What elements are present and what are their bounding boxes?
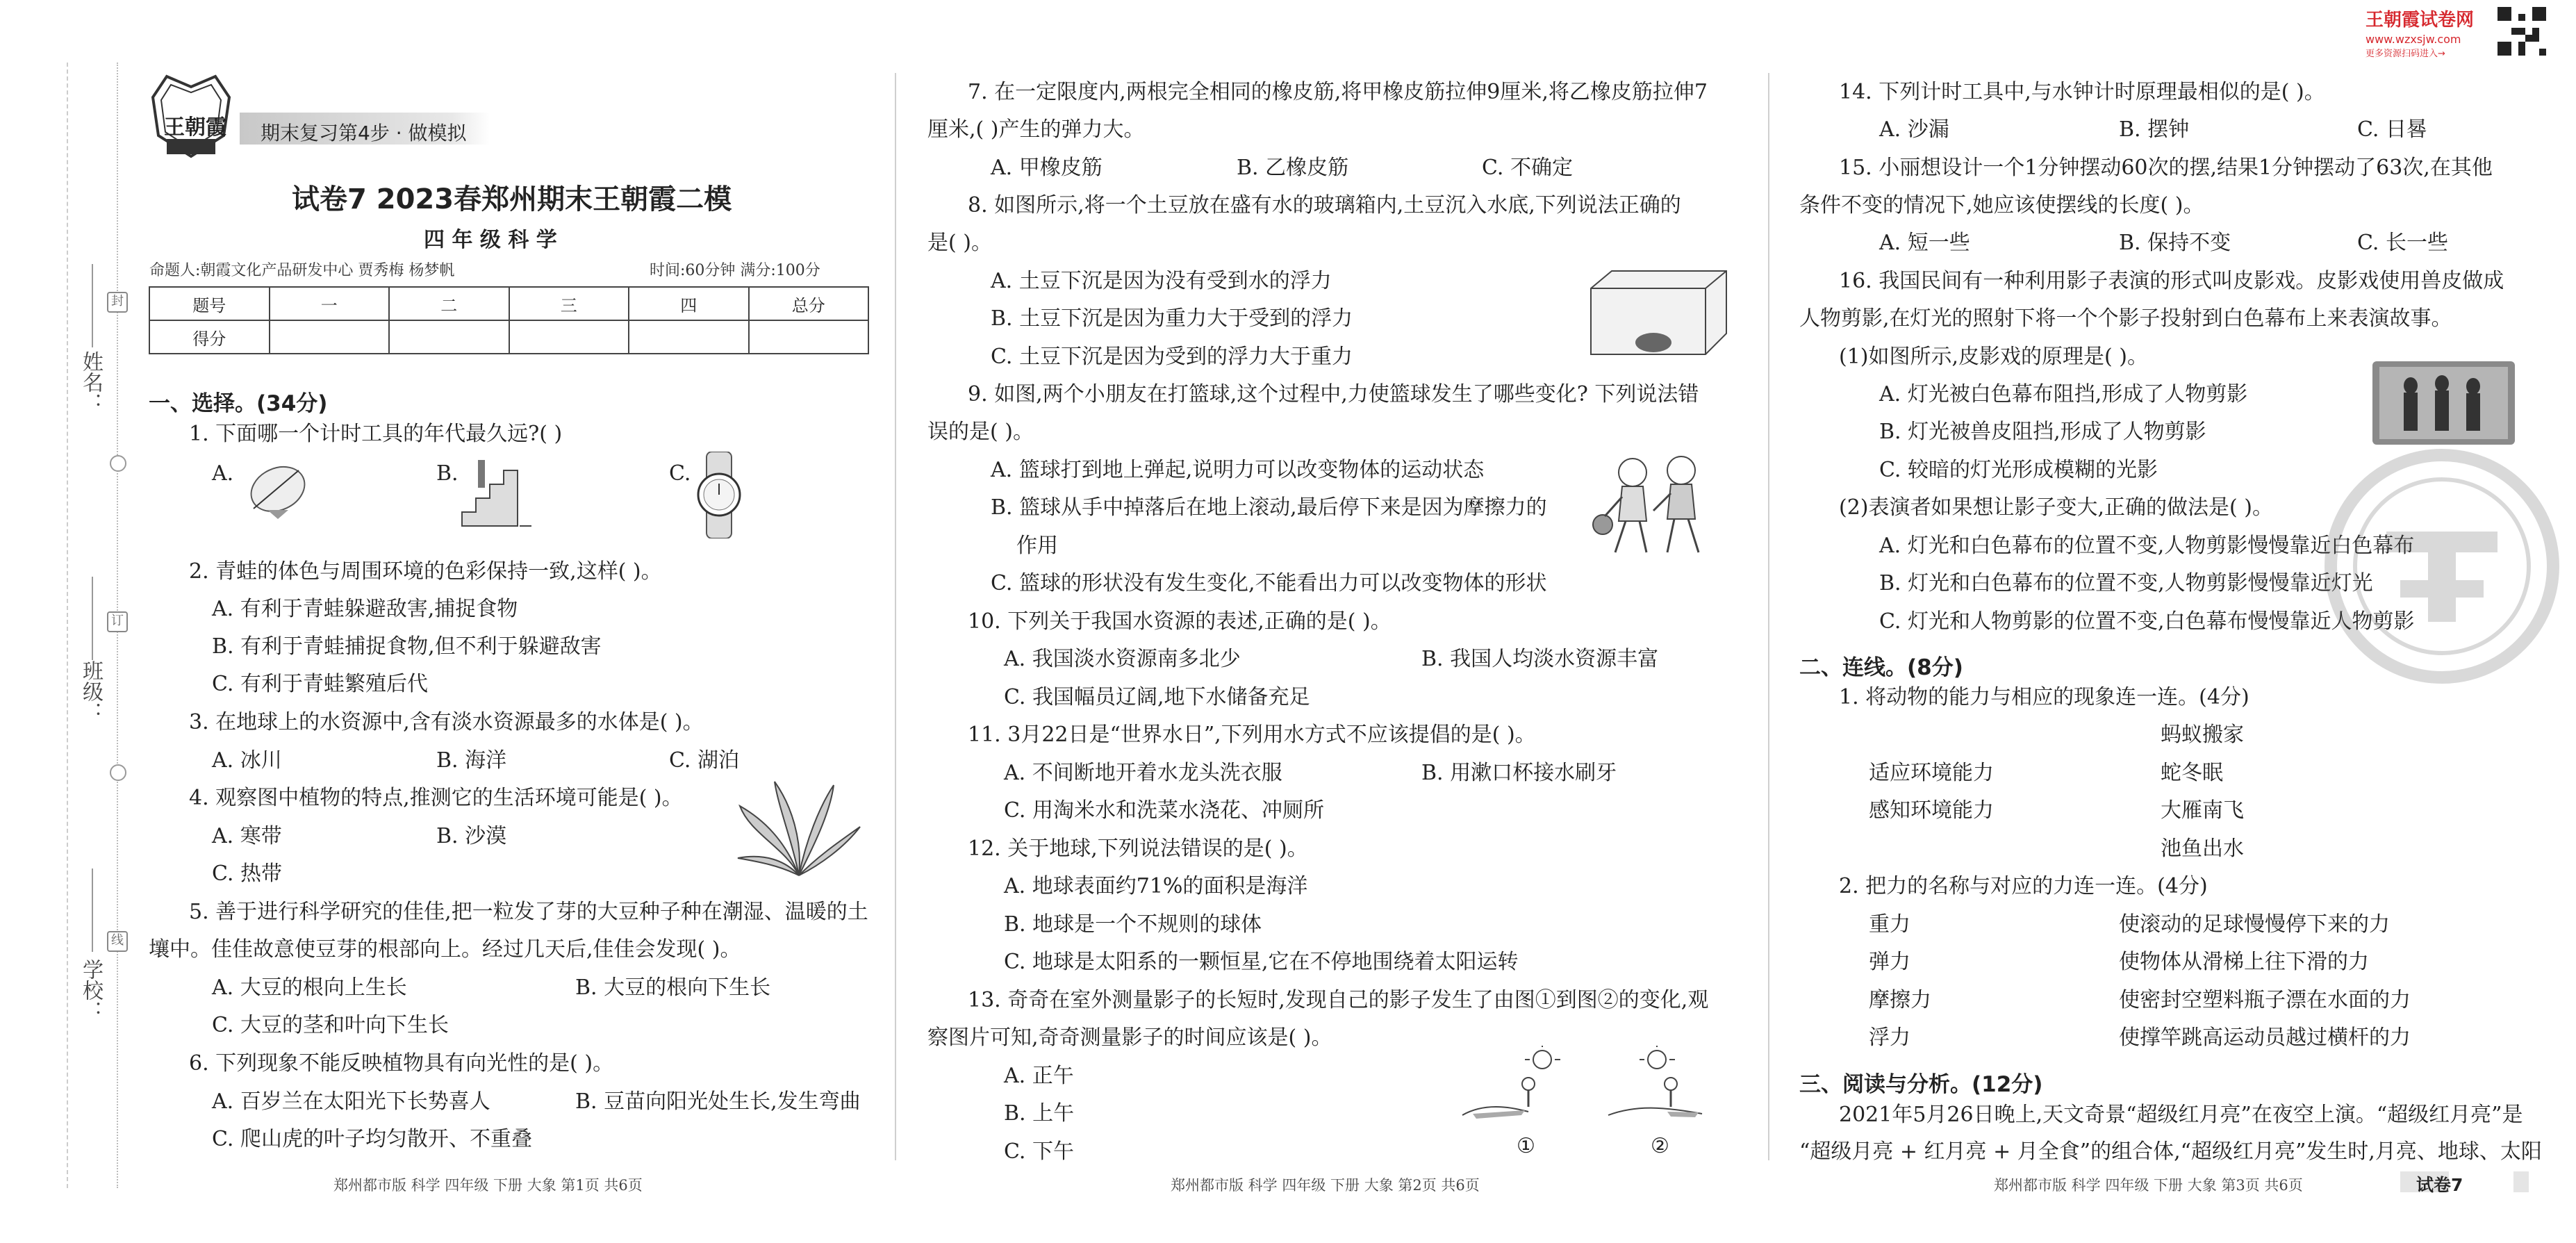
- section3-title: 三、阅读与分析。(12分): [1799, 1072, 2043, 1097]
- stair-clock-picture: [459, 453, 535, 532]
- q5-text-line1: 5. 善于进行科学研究的佳佳,把一粒发了芽的大豆种子种在潮湿、温暖的土: [189, 900, 868, 924]
- column-divider-2: [1768, 73, 1769, 1160]
- matching2-left-item[interactable]: 摩擦力: [1869, 988, 1931, 1012]
- score-input-cell[interactable]: [749, 320, 869, 354]
- name-label: 姓名：: [79, 351, 103, 413]
- score-header-cell: 三: [509, 287, 629, 320]
- q8-option-a: A. 土豆下沉是因为没有受到水的浮力: [991, 269, 1332, 293]
- score-input-cell[interactable]: [270, 320, 390, 354]
- q4-option-a: A. 寒带: [212, 824, 282, 848]
- q6-option-c: C. 爬山虎的叶子均匀散开、不重叠: [212, 1127, 532, 1151]
- q7-text-line1: 7. 在一定限度内,两根完全相同的橡皮筋,将甲橡皮筋拉伸9厘米,将乙橡皮筋拉伸7: [968, 80, 1708, 104]
- shadow-figure-1: [1459, 1046, 1563, 1125]
- qr-code[interactable]: [2497, 7, 2546, 56]
- q9-text-line2: 误的是( )。: [927, 420, 1034, 444]
- seal-mark-2: 订: [107, 611, 128, 632]
- matching1-right-item[interactable]: 蚂蚁搬家: [2161, 723, 2244, 747]
- q9-option-b-line1: B. 篮球从手中掉落后在地上滚动,最后停下来是因为摩擦力的: [991, 495, 1547, 520]
- binding-hole-2: [110, 764, 126, 781]
- matching1-right-item[interactable]: 大雁南飞: [2161, 798, 2244, 823]
- q11-option-b: B. 用漱口杯接水刷牙: [1421, 761, 1617, 785]
- q16-text-line1: 16. 我国民间有一种利用影子表演的形式叫皮影戏。皮影戏使用兽皮做成: [1839, 269, 2504, 293]
- q16-2-text: (2)表演者如果想让影子变大,正确的做法是( )。: [1839, 495, 2273, 520]
- sundial-picture: [240, 453, 316, 525]
- q13-text-line1: 13. 奇奇在室外测量影子的长短时,发现自己的影子发生了由图①到图②的变化,观: [968, 988, 1709, 1012]
- q5-option-b: B. 大豆的根向下生长: [575, 976, 771, 1000]
- paper-tag-end: [2513, 1171, 2529, 1192]
- q16-1-option-a: A. 灯光被白色幕布阻挡,形成了人物剪影: [1879, 382, 2248, 406]
- tropical-plant-picture: [736, 778, 861, 882]
- q5-option-a: A. 大豆的根向上生长: [212, 976, 407, 1000]
- q1-option-a: A.: [212, 461, 234, 486]
- matching2-right-item[interactable]: 使密封空塑料瓶子漂在水面的力: [2119, 988, 2411, 1012]
- matching2-right-item[interactable]: 使撑竿跳高运动员越过横杆的力: [2119, 1026, 2411, 1050]
- logo-text: 王朝霞: [164, 115, 226, 140]
- shadow-figure-1-label: ①: [1517, 1134, 1535, 1158]
- exam-title: 试卷7 2023春郑州期末王朝霞二模: [292, 183, 732, 215]
- q7-option-a: A. 甲橡皮筋: [991, 156, 1103, 180]
- q4-option-b: B. 沙漠: [436, 824, 507, 848]
- q13-text-line2: 察图片可知,奇奇测量影子的时间应该是( )。: [927, 1026, 1332, 1050]
- q12-option-b: B. 地球是一个不规则的球体: [1004, 912, 1262, 937]
- q12-text: 12. 关于地球,下列说法错误的是( )。: [968, 837, 1308, 861]
- score-table-score-row: [149, 320, 868, 354]
- shadow-figure-2-label: ②: [1651, 1134, 1669, 1158]
- q3-option-c: C. 湖泊: [669, 748, 739, 773]
- section3-paragraph-line1: 2021年5月26日晚上,天文奇景“超级红月亮”在夜空上演。“超级红月亮”是: [1839, 1103, 2523, 1127]
- q9-text-line1: 9. 如图,两个小朋友在打篮球,这个过程中,力使篮球发生了哪些变化? 下列说法错: [968, 382, 1699, 406]
- q10-option-a: A. 我国淡水资源南多北少: [1004, 647, 1241, 671]
- q10-option-c: C. 我国幅员辽阔,地下水储备充足: [1004, 685, 1310, 709]
- q16-2-option-c: C. 灯光和人物剪影的位置不变,白色幕布慢慢靠近人物剪影: [1879, 609, 2415, 634]
- q3-text: 3. 在地球上的水资源中,含有淡水资源最多的水体是( )。: [189, 710, 704, 734]
- q6-option-a: A. 百岁兰在太阳光下长势喜人: [212, 1089, 490, 1114]
- brand-logo: [2366, 6, 2474, 59]
- q11-text: 11. 3月22日是“世界水日”,下列用水方式不应该提倡的是( )。: [968, 723, 1536, 747]
- q16-1-text: (1)如图所示,皮影戏的原理是( )。: [1839, 345, 2148, 369]
- footer-page3: 郑州都市版 科学 四年级 下册 大象 第3页 共6页: [1994, 1177, 2303, 1194]
- brand-tagline: 更多资源扫码进入→: [2366, 49, 2445, 59]
- q7-option-c: C. 不确定: [1482, 156, 1573, 180]
- score-table: [149, 286, 869, 354]
- score-header-cell: 四: [629, 287, 749, 320]
- watch-picture: [695, 452, 743, 541]
- paper-tag-label: 试卷7: [2416, 1175, 2463, 1195]
- score-header-cell: 题号: [149, 287, 270, 320]
- footer-page2: 郑州都市版 科学 四年级 下册 大象 第2页 共6页: [1171, 1177, 1480, 1194]
- section3-paragraph-line2: “超级月亮 + 红月亮 + 月全食”的组合体,“超级红月亮”发生时,月亮、地球、太阳: [1799, 1139, 2542, 1164]
- score-header-cell: 一: [270, 287, 390, 320]
- matching2-left-item[interactable]: 重力: [1869, 912, 1910, 937]
- matching2-left-item[interactable]: 弹力: [1869, 950, 1910, 974]
- exam-time-score: 时间:60分钟 满分:100分: [650, 262, 820, 279]
- q16-1-option-c: C. 较暗的灯光形成模糊的光影: [1879, 458, 2158, 482]
- matching1-left-item[interactable]: 适应环境能力: [1869, 761, 1994, 785]
- q12-option-a: A. 地球表面约71%的面积是海洋: [1004, 874, 1308, 898]
- q1-option-c: C.: [669, 461, 691, 486]
- school-label: 学校：: [79, 959, 103, 1021]
- q15-option-b: B. 保持不变: [2119, 231, 2231, 255]
- exam-subtitle: 四 年 级 科 学: [424, 228, 557, 252]
- q13-option-a: A. 正午: [1004, 1064, 1074, 1088]
- q14-text: 14. 下列计时工具中,与水钟计时原理最相似的是( )。: [1839, 80, 2325, 104]
- exam-authors: 命题人:朝霞文化产品研发中心 贾秀梅 杨梦帆: [149, 262, 455, 279]
- q11-option-c: C. 用淘米水和洗菜水浇花、冲厕所: [1004, 798, 1324, 823]
- binding-hole-1: [110, 455, 126, 472]
- score-input-cell[interactable]: [629, 320, 749, 354]
- q13-option-b: B. 上午: [1004, 1101, 1075, 1126]
- q1-option-b: B.: [436, 461, 459, 486]
- publisher-logo: [146, 69, 236, 163]
- q14-option-c: C. 日晷: [2357, 117, 2427, 142]
- matching1-right-item[interactable]: 蛇冬眠: [2161, 761, 2223, 785]
- score-table-header-row: [149, 287, 868, 320]
- section1-title: 一、选择。(34分): [149, 391, 328, 416]
- seal-mark-1: 封: [107, 292, 128, 313]
- section2-title: 二、连线。(8分): [1799, 655, 1963, 680]
- score-input-cell[interactable]: [509, 320, 629, 354]
- q11-option-a: A. 不间断地开着水龙头洗衣服: [1004, 761, 1282, 785]
- q6-option-b: B. 豆苗向阳光处生长,发生弯曲: [575, 1089, 861, 1114]
- class-label: 班级：: [79, 660, 103, 723]
- q15-option-a: A. 短一些: [1879, 231, 1970, 255]
- footer-page1: 郑州都市版 科学 四年级 下册 大象 第1页 共6页: [333, 1177, 643, 1194]
- score-header-cell: 总分: [749, 287, 869, 320]
- q16-2-option-a: A. 灯光和白色幕布的位置不变,人物剪影慢慢靠近白色幕布: [1879, 534, 2415, 558]
- q8-text-line2: 是( )。: [927, 231, 992, 255]
- q10-option-b: B. 我国人均淡水资源丰富: [1421, 647, 1659, 671]
- q9-option-c: C. 篮球的形状没有发生变化,不能看出力可以改变物体的形状: [991, 571, 1547, 595]
- q9-option-b-line2: 作用: [1016, 534, 1058, 558]
- q4-option-c: C. 热带: [212, 862, 282, 886]
- q2-text: 2. 青蛙的体色与周围环境的色彩保持一致,这样( )。: [189, 559, 662, 584]
- q15-text-line1: 15. 小丽想设计一个1分钟摆动60次的摆,结果1分钟摆动了63次,在其他: [1839, 156, 2493, 180]
- q7-text-line2: 厘米,( )产生的弹力大。: [927, 117, 1145, 142]
- brand-url: www.wzxsjw.com: [2366, 33, 2461, 46]
- score-header-cell: 二: [389, 287, 509, 320]
- q15-option-c: C. 长一些: [2357, 231, 2448, 255]
- basketball-kids-picture: [1587, 455, 1726, 559]
- shadow-puppet-picture: [2372, 361, 2515, 447]
- seal-mark-3: 线: [107, 931, 128, 952]
- score-input-cell[interactable]: [389, 320, 509, 354]
- q16-text-line2: 人物剪影,在灯光的照射下将一个个影子投射到白色幕布上来表演故事。: [1799, 306, 2452, 331]
- matching1-left-item[interactable]: 感知环境能力: [1869, 798, 1994, 823]
- watermark-seal: [2324, 448, 2560, 684]
- q10-text: 10. 下列关于我国水资源的表述,正确的是( )。: [968, 609, 1392, 634]
- q1-text: 1. 下面哪一个计时工具的年代最久远?( ): [189, 422, 563, 446]
- q8-text-line1: 8. 如图所示,将一个土豆放在盛有水的玻璃箱内,土豆沉入水底,下列说法正确的: [968, 193, 1681, 217]
- q8-option-b: B. 土豆下沉是因为重力大于受到的浮力: [991, 306, 1353, 331]
- q9-option-a: A. 篮球打到地上弹起,说明力可以改变物体的运动状态: [991, 458, 1485, 482]
- q14-option-a: A. 沙漏: [1879, 117, 1949, 142]
- q4-text: 4. 观察图中植物的特点,推测它的生活环境可能是( )。: [189, 786, 683, 810]
- q6-text: 6. 下列现象不能反映植物具有向光性的是( )。: [189, 1051, 614, 1076]
- brand-name: 王朝霞试卷网: [2366, 10, 2475, 31]
- q2-option-a: A. 有利于青蛙躲避敌害,捕捉食物: [212, 597, 518, 621]
- column-divider-1: [895, 73, 896, 1160]
- q5-text-line2: 壤中。佳佳故意使豆芽的根部向上。经过几天后,佳佳会发现( )。: [149, 937, 741, 962]
- q3-option-a: A. 冰川: [212, 748, 282, 773]
- q14-option-b: B. 摆钟: [2119, 117, 2190, 142]
- section2-matching1-prompt: 1. 将动物的能力与相应的现象连一连。(4分): [1839, 685, 2249, 709]
- q15-text-line2: 条件不变的情况下,她应该使摆线的长度( )。: [1799, 193, 2204, 217]
- shadow-figure-2: [1601, 1046, 1706, 1125]
- section2-matching2-prompt: 2. 把力的名称与对应的力连一连。(4分): [1839, 874, 2208, 898]
- q3-option-b: B. 海洋: [436, 748, 507, 773]
- matching2-right-item[interactable]: 使滚动的足球慢慢停下来的力: [2119, 912, 2390, 937]
- q5-option-c: C. 大豆的茎和叶向下生长: [212, 1013, 449, 1037]
- q2-option-c: C. 有利于青蛙繁殖后代: [212, 672, 428, 696]
- step-banner: 期末复习第4步 · 做模拟: [261, 122, 467, 145]
- matching2-right-item[interactable]: 使物体从滑梯上往下滑的力: [2119, 950, 2369, 974]
- q7-option-b: B. 乙橡皮筋: [1237, 156, 1349, 180]
- score-row-label: 得分: [149, 320, 270, 354]
- q16-1-option-b: B. 灯光被兽皮阻挡,形成了人物剪影: [1879, 420, 2206, 444]
- matching2-left-item[interactable]: 浮力: [1869, 1026, 1910, 1050]
- q2-option-b: B. 有利于青蛙捕捉食物,但不利于躲避敌害: [212, 634, 602, 659]
- q8-option-c: C. 土豆下沉是因为受到的浮力大于重力: [991, 345, 1353, 369]
- q13-option-c: C. 下午: [1004, 1139, 1074, 1164]
- glass-tank-potato-picture: [1584, 267, 1730, 361]
- q16-2-option-b: B. 灯光和白色幕布的位置不变,人物剪影慢慢靠近灯光: [1879, 571, 2373, 595]
- matching1-right-item[interactable]: 池鱼出水: [2161, 837, 2244, 861]
- q12-option-c: C. 地球是太阳系的一颗恒星,它在不停地围绕着太阳运转: [1004, 950, 1519, 974]
